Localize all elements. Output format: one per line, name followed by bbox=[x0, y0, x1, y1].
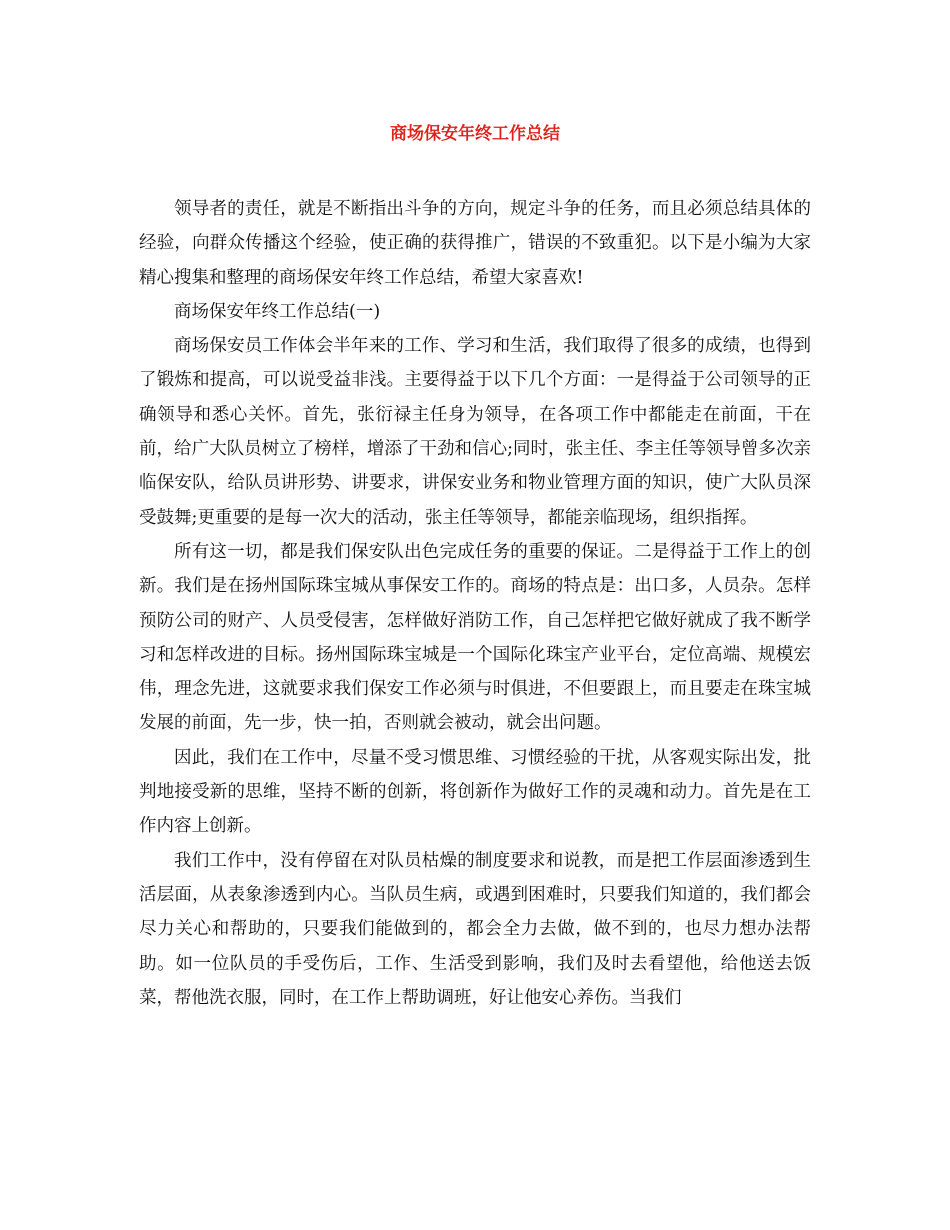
document-body bbox=[139, 192, 811, 1015]
paragraph: 所有这一切，都是我们保安队出色完成任务的重要的保证。二是得益于工作上的创新。我们是在扬州国际珠宝城从事保安工作的。商场的特点是：出口多，人员杂。怎样预防公司的财产、人员受侵害，怎样做好消防工作，自己怎样把它做好就成了我不断学习和怎样改进的目标。扬州国际珠宝城是一个国际化珠宝产业平台，定位高端、规模宏伟，理念先进，这就要求我们保安工作必须与时俱进，不但要跟上，而且要走在珠宝城发展的前面，先一步，快一拍，否则就会被动，就会出问题。 bbox=[139, 541, 811, 734]
section-heading: 商场保安年终工作总结(一) bbox=[174, 301, 381, 322]
paragraph: 我们工作中，没有停留在对队员枯燥的制度要求和说教，而是把工作层面渗透到生活层面，从表象渗透到内心。当队员生病，或遇到困难时，只要我们知道的，我们都会尽力关心和帮助的，只要我们能做到的，都会全力去做，做不到的，也尽力想办法帮助。如一位队员的手受伤后，工作、生活受到影响，我们及时去看望他，给他送去饭菜，帮他洗衣服，同时，在工作上帮助调班，好让他安心养伤。当我们 bbox=[139, 850, 811, 1008]
paragraph-intro: 领导者的责任，就是不断指出斗争的方向，规定斗争的任务，而且必须总结具体的经验，向群众传播这个经验，使正确的获得推广，错误的不致重犯。以下是小编为大家精心搜集和整理的商场保安年终工作总结，希望大家喜欢! bbox=[139, 199, 811, 288]
document-title: 商场保安年终工作总结 bbox=[390, 124, 560, 144]
paragraph: 商场保安员工作体会半年来的工作、学习和生活，我们取得了很多的成绩，也得到了锻炼和提高，可以说受益非浅。主要得益于以下几个方面：一是得益于公司领导的正确领导和悉心关怀。首先，张衍禄主任身为领导，在各项工作中都能走在前面，干在前，给广大队员树立了榜样，增添了干劲和信心;同时，张主任、李主任等领导曾多次亲临保安队，给队员讲形势、讲要求，讲保安业务和物业管理方面的知识，使广大队员深受鼓舞;更重要的是每一次大的活动，张主任等领导，都能亲临现场，组织指挥。 bbox=[139, 336, 811, 528]
paragraph: 因此，我们在工作中，尽量不受习惯思维、习惯经验的干扰，从客观实际出发，批判地接受新的思维，坚持不断的创新，将创新作为做好工作的灵魂和动力。首先是在工作内容上创新。 bbox=[139, 747, 811, 837]
